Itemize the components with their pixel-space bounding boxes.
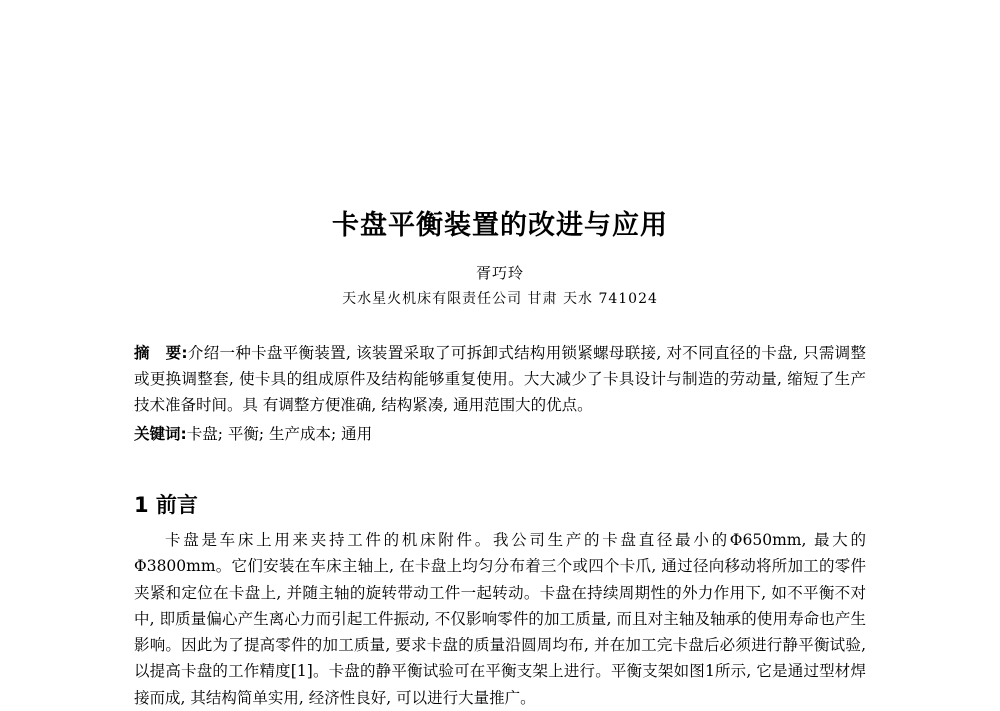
abstract xyxy=(134,340,866,418)
author-name: 胥巧玲 xyxy=(475,264,524,282)
keywords xyxy=(134,422,866,446)
author-affiliation: 天水星火机床有限责任公司 甘肃 天水 741024 xyxy=(342,291,658,307)
abstract-text: 介绍一种卡盘平衡装置, 该装置采取了可拆卸式结构用锁紧螺母联接, 对不同直径的卡盘, 只需调整或更换调整套, 使卡具的组成原件及结构能够重复使用。大大减少了卡具设计与制造的劳动量, 缩短了生产技术准备时间。具 有调整方便准确, 结构紧凑, 通用范围大的优点。 xyxy=(134,344,866,414)
paper-title: 卡盘平衡装置的改进与应用 xyxy=(332,210,668,241)
abstract-label: 摘 要: xyxy=(134,344,188,362)
section-heading: 1 前言 xyxy=(134,493,198,517)
keywords-label: 关键词: xyxy=(134,425,187,443)
keywords-text: 卡盘; 平衡; 生产成本; 通用 xyxy=(186,425,373,443)
section-paragraph: 卡盘是车床上用来夹持工件的机床附件。我公司生产的卡盘直径最小的Φ650mm, 最大的Φ3800mm。它们安装在车床主轴上, 在卡盘上均匀分布着三个或四个卡爪, 通过径向移动将所加工的零件夹紧和定位在卡盘上, 并随主轴的旋转带动工件一起转动。卡盘在持续周期性的外力作用下, 如不平衡不对中, 即质量偏心产生离心力而引起工件振动, 不仅影响零件的加工质量, 而且对主轴及轴承的使用寿命也产生影响。因此为了提高零件的加工质量, 要求卡盘的质量沿圆周均布, 并在加工完卡盘后必须进行静平衡试验, 以提高卡盘的工作精度[1]。卡盘的静平衡试验可在平衡支架上进行。平衡支架如图1所示, 它是通过型材焊接而成, 其结构简单实用, 经济性良好, 可以进行大量推广。 xyxy=(134,531,866,707)
